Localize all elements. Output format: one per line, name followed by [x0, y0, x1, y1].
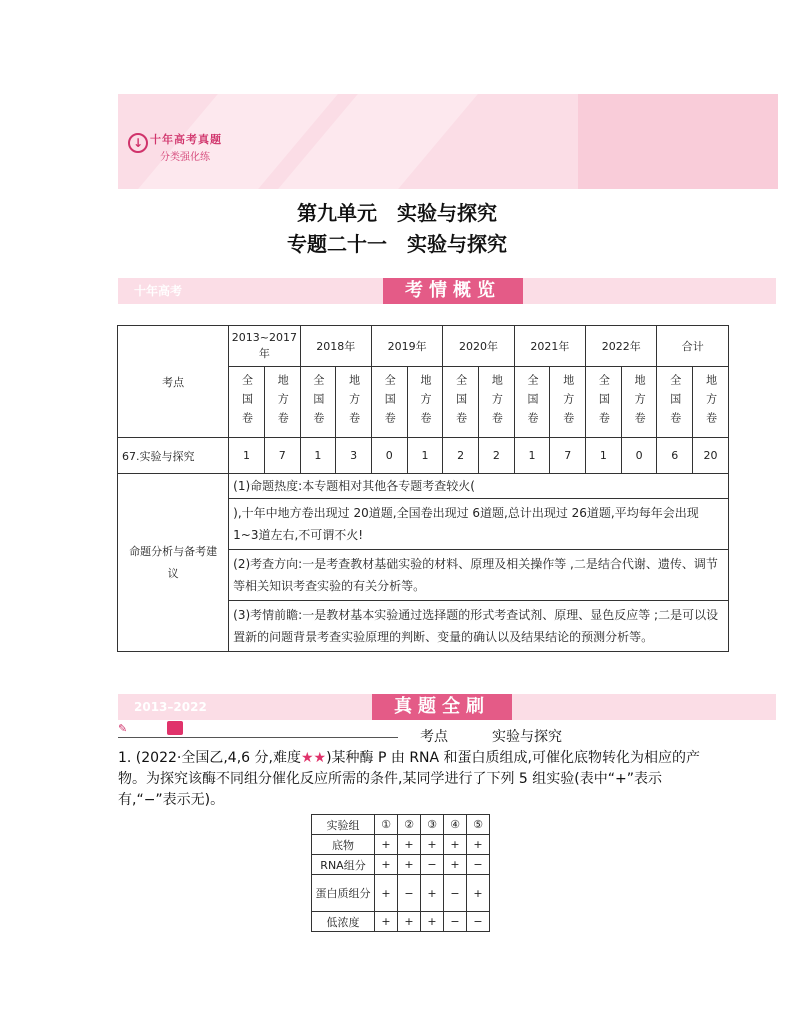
exp-cell: −: [467, 855, 490, 875]
year-header: 2019年: [371, 326, 442, 367]
year-header: 2021年: [514, 326, 585, 367]
exp-cell: +: [467, 835, 490, 855]
sub-header-local: 地方卷: [478, 367, 514, 438]
exp-cell: +: [375, 912, 398, 932]
sub-header-local: 地方卷: [621, 367, 657, 438]
count-cell: 1: [407, 438, 443, 474]
sub-header-national: 全国卷: [229, 367, 265, 438]
count-cell: 3: [336, 438, 372, 474]
experiment-table: [311, 814, 490, 932]
count-cell: 1: [586, 438, 622, 474]
exp-row-label: 蛋白质组分: [312, 875, 375, 912]
exp-cell: +: [421, 835, 444, 855]
sub-header-local: 地方卷: [264, 367, 300, 438]
count-cell: 1: [229, 438, 265, 474]
exp-cell: +: [421, 912, 444, 932]
exp-cell: +: [375, 875, 398, 912]
difficulty-stars: ★★: [300, 750, 327, 766]
count-cell: 20: [693, 438, 729, 474]
sub-header-local: 地方卷: [693, 367, 729, 438]
exp-header: 实验组: [312, 815, 375, 835]
exp-header: ⑤: [467, 815, 490, 835]
sub-header-local: 地方卷: [407, 367, 443, 438]
exp-header: ③: [421, 815, 444, 835]
sub-header-national: 全国卷: [657, 367, 693, 438]
year-header: 2018年: [300, 326, 371, 367]
kaodian-row-name: 67.实验与探究: [118, 438, 229, 474]
count-cell: 7: [264, 438, 300, 474]
unit-title: 第九单元 实验与探究: [297, 201, 497, 225]
question-text: [118, 748, 718, 811]
marker-icon: [167, 721, 183, 735]
download-arrow-icon: ↓: [128, 133, 148, 153]
section-bar-left-label: 2013–2022: [134, 700, 207, 714]
section-bar-title: 真题全刷: [372, 694, 512, 720]
year-header: 2022年: [586, 326, 657, 367]
exp-header: ①: [375, 815, 398, 835]
sub-header-local: 地方卷: [336, 367, 372, 438]
exam-overview-table: [117, 325, 729, 652]
year-header: 2013~2017年: [229, 326, 300, 367]
section-bar-left-label: 十年高考: [134, 284, 183, 298]
exp-header: ②: [398, 815, 421, 835]
count-cell: 0: [371, 438, 407, 474]
exp-cell: −: [444, 912, 467, 932]
exp-cell: +: [444, 835, 467, 855]
exp-header: ④: [444, 815, 467, 835]
kaodian-label: 考点: [420, 729, 448, 745]
section-bar-title: 考情概览: [383, 278, 523, 304]
count-cell: 7: [550, 438, 586, 474]
count-cell: 1: [300, 438, 336, 474]
pencil-icon: ✎: [118, 722, 128, 735]
count-cell: 1: [514, 438, 550, 474]
exp-cell: +: [375, 855, 398, 875]
analysis-item: ),十年中地方卷出现过 20道题,全国卷出现过 6道题,总计出现过 26道题,平均每年会出现 1~3道左右,不可谓不火!: [229, 499, 729, 550]
exp-cell: +: [444, 855, 467, 875]
count-cell: 2: [443, 438, 479, 474]
kaodian-header: 考点: [118, 326, 229, 438]
kaodian-name: 实验与探究: [492, 729, 562, 745]
exp-row-label: 低浓度: [312, 912, 375, 932]
exp-cell: +: [467, 875, 490, 912]
exp-cell: +: [398, 855, 421, 875]
exp-cell: +: [398, 835, 421, 855]
sub-header-national: 全国卷: [586, 367, 622, 438]
banner-line2: 分类强化练: [160, 152, 210, 163]
exp-cell: +: [421, 875, 444, 912]
exp-cell: −: [398, 875, 421, 912]
topic-title: 专题二十一 实验与探究: [287, 232, 507, 256]
count-cell: 0: [621, 438, 657, 474]
count-cell: 2: [478, 438, 514, 474]
sub-header-national: 全国卷: [443, 367, 479, 438]
exp-row-label: 底物: [312, 835, 375, 855]
sub-header-national: 全国卷: [371, 367, 407, 438]
year-header: 2020年: [443, 326, 514, 367]
count-cell: 6: [657, 438, 693, 474]
divider: [118, 737, 398, 738]
banner-line1: 十年高考真题: [150, 133, 222, 146]
exp-cell: −: [421, 855, 444, 875]
exp-cell: +: [375, 835, 398, 855]
sub-header-national: 全国卷: [514, 367, 550, 438]
analysis-item: (1)命题热度:本专题相对其他各专题考查较火(: [229, 474, 729, 499]
question-prefix: 1. (2022·全国乙,4,6 分,难度: [118, 750, 301, 766]
exp-cell: +: [398, 912, 421, 932]
sub-header-national: 全国卷: [300, 367, 336, 438]
year-header: 合计: [657, 326, 729, 367]
sub-header-local: 地方卷: [550, 367, 586, 438]
analysis-item: (3)考情前瞻:一是教材基本实验通过选择题的形式考查试剂、原理、显色反应等 ;二是可以设置新的问题背景考查实验原理的判断、变量的确认以及结果结论的预测分析等。: [229, 601, 729, 652]
exp-row-label: RNA组分: [312, 855, 375, 875]
analysis-item: (2)考查方向:一是考查教材基础实验的材料、原理及相关操作等 ,二是结合代谢、遗传、调节等相关知识考查实验的有关分析等。: [229, 550, 729, 601]
analysis-header: 命题分析与备考建议: [118, 474, 229, 652]
question-body: )某种酶 P 由 RNA 和蛋白质组成,可催化底物转化为相应的产物。为探究该酶不同组分催化反应所需的条件,某同学进行了下列 5 组实验(表中“+”表示有,“−”表示无)。: [118, 750, 701, 808]
exp-cell: −: [467, 912, 490, 932]
exp-cell: −: [444, 875, 467, 912]
